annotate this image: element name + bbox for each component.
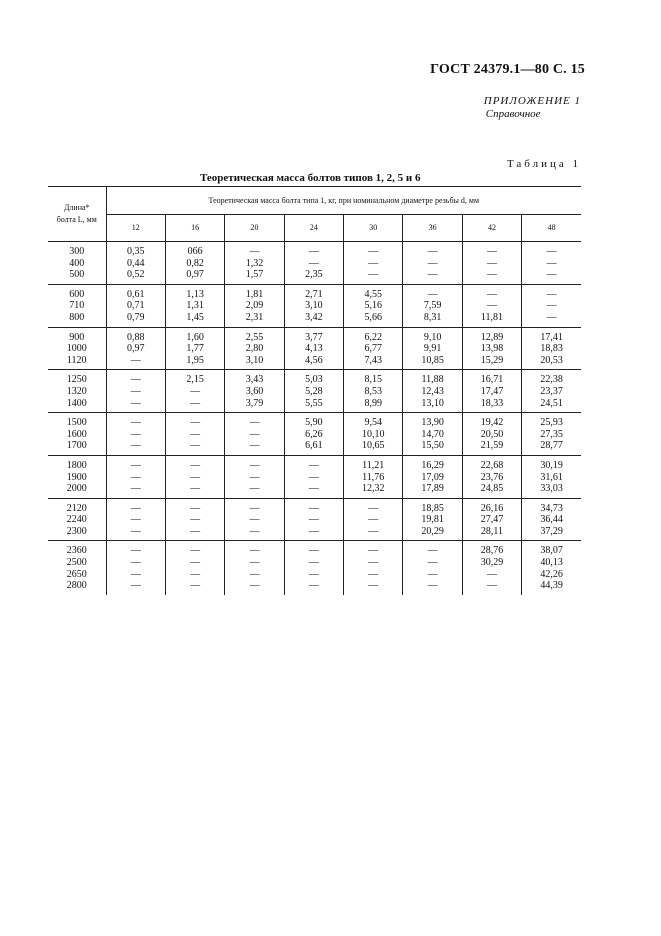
- table-row: [48, 498, 581, 514]
- mass-cell: —: [225, 429, 284, 441]
- mass-cell: 11,81: [462, 312, 521, 327]
- diameter-header-cell: 16: [165, 214, 224, 242]
- mass-cell: 26,16: [462, 498, 521, 514]
- length-cell: 1000: [48, 343, 106, 355]
- mass-cell: —: [344, 514, 403, 526]
- mass-cell: 12,43: [403, 386, 462, 398]
- length-cell: 1500: [48, 413, 106, 429]
- mass-cell: —: [225, 413, 284, 429]
- mass-cell: 28,76: [462, 541, 521, 557]
- mass-cell: 5,28: [284, 386, 343, 398]
- mass-cell: —: [106, 413, 165, 429]
- mass-cell: 9,91: [403, 343, 462, 355]
- mass-cell: 13,90: [403, 413, 462, 429]
- mass-cell: —: [106, 498, 165, 514]
- mass-cell: 11,21: [344, 455, 403, 471]
- table-row: [48, 580, 581, 595]
- mass-cell: —: [462, 242, 521, 258]
- mass-cell: 2,15: [165, 370, 224, 386]
- mass-cell: 24,51: [522, 398, 581, 413]
- diameter-header-cell: 36: [403, 214, 462, 242]
- mass-cell: —: [344, 569, 403, 581]
- mass-cell: 10,65: [344, 440, 403, 455]
- mass-cell: 1,81: [225, 284, 284, 300]
- mass-cell: 0,44: [106, 258, 165, 270]
- mass-cell: 33,03: [522, 483, 581, 498]
- mass-cell: —: [165, 455, 224, 471]
- mass-cell: 20,50: [462, 429, 521, 441]
- mass-cell: —: [225, 541, 284, 557]
- mass-cell: 18,33: [462, 398, 521, 413]
- mass-cell: —: [106, 440, 165, 455]
- mass-cell: —: [225, 472, 284, 484]
- mass-cell: —: [165, 472, 224, 484]
- mass-cell: —: [165, 398, 224, 413]
- table-row: [48, 440, 581, 455]
- length-cell: 1700: [48, 440, 106, 455]
- mass-cell: 28,77: [522, 440, 581, 455]
- mass-cell: 11,76: [344, 472, 403, 484]
- mass-cell: 12,89: [462, 327, 521, 343]
- mass-cell: —: [284, 472, 343, 484]
- mass-cell: —: [165, 386, 224, 398]
- bolt-mass-table: [48, 186, 581, 595]
- mass-cell: 4,55: [344, 284, 403, 300]
- mass-cell: 7,59: [403, 300, 462, 312]
- mass-cell: 9,10: [403, 327, 462, 343]
- mass-cell: 3,10: [284, 300, 343, 312]
- table-row: [48, 514, 581, 526]
- mass-cell: 44,39: [540, 580, 563, 592]
- table-row: [48, 284, 581, 300]
- mass-cell: 23,37: [540, 385, 563, 397]
- length-header-line2: болта L, мм: [56, 215, 97, 224]
- table-row: [48, 455, 581, 471]
- mass-cell: 3,79: [225, 398, 284, 413]
- mass-cell: 6,61: [284, 440, 343, 455]
- mass-cell: —: [165, 440, 224, 455]
- mass-cell: 7,43: [344, 355, 403, 370]
- mass-cell: 28,11: [462, 526, 521, 541]
- mass-cell: 5,03: [284, 370, 343, 386]
- mass-cell: —: [344, 498, 403, 514]
- length-header-line1: Длина*: [63, 203, 90, 212]
- mass-cell: 19,42: [462, 413, 521, 429]
- table-row: [48, 413, 581, 429]
- mass-cell: —: [225, 580, 284, 595]
- mass-cell: —: [165, 498, 224, 514]
- mass-cell: 2,71: [284, 284, 343, 300]
- mass-cell: 3,77: [284, 327, 343, 343]
- mass-cell: 6,22: [344, 327, 403, 343]
- mass-cell: —: [284, 242, 343, 258]
- mass-cell: 066: [165, 242, 224, 258]
- diameter-header-cell: 20: [225, 214, 284, 242]
- mass-cell: —: [462, 580, 521, 595]
- mass-cell: 30,29: [462, 557, 521, 569]
- mass-cell: —: [344, 526, 403, 541]
- mass-cell: —: [284, 514, 343, 526]
- mass-cell: 21,59: [462, 440, 521, 455]
- mass-cell: 36,44: [540, 514, 563, 526]
- table-row: [48, 541, 581, 557]
- mass-cell: 5,66: [344, 312, 403, 327]
- mass-cell: 1,45: [165, 312, 224, 327]
- table-row: [48, 483, 581, 498]
- mass-cell: 1,60: [165, 327, 224, 343]
- mass-cell: —: [284, 541, 343, 557]
- table-row: [48, 370, 581, 386]
- table-row: [48, 343, 581, 355]
- mass-cell: —: [106, 398, 165, 413]
- mass-cell: —: [546, 246, 557, 257]
- length-cell: 2800: [48, 580, 106, 595]
- mass-cell: 24,85: [462, 483, 521, 498]
- mass-cell: 17,89: [403, 483, 462, 498]
- length-cell: 600: [48, 284, 106, 300]
- table-row: [48, 312, 581, 327]
- length-cell: 2120: [48, 498, 106, 514]
- mass-cell: 19,81: [403, 514, 462, 526]
- mass-cell: —: [462, 569, 521, 581]
- table-row: [48, 386, 581, 398]
- mass-cell: 9,54: [344, 413, 403, 429]
- mass-cell: 16,29: [403, 455, 462, 471]
- length-cell: 2000: [48, 483, 106, 498]
- length-cell: 1120: [48, 355, 106, 370]
- mass-cell: 3,42: [284, 312, 343, 327]
- diameter-header-cell: 12: [106, 214, 165, 242]
- length-cell: 1800: [48, 455, 106, 471]
- mass-cell: —: [165, 541, 224, 557]
- mass-cell: —: [284, 483, 343, 498]
- mass-cell: —: [165, 413, 224, 429]
- mass-cell: —: [225, 557, 284, 569]
- mass-cell: —: [225, 514, 284, 526]
- mass-cell: —: [225, 242, 284, 258]
- mass-cell: 0,97: [106, 343, 165, 355]
- length-cell: 2360: [48, 541, 106, 557]
- diameter-group-header: Теоретическая масса болта типа 1, кг, при номинальном диаметре резьбы d, мм: [106, 187, 581, 215]
- mass-cell: —: [165, 580, 224, 595]
- mass-cell: —: [106, 541, 165, 557]
- mass-cell: —: [106, 580, 165, 595]
- mass-cell: —: [284, 569, 343, 581]
- mass-cell: —: [225, 498, 284, 514]
- mass-cell: —: [462, 300, 521, 312]
- table-row: [48, 300, 581, 312]
- mass-cell: 18,85: [403, 498, 462, 514]
- mass-cell: —: [344, 557, 403, 569]
- length-cell: 500: [48, 269, 106, 284]
- mass-cell: —: [403, 284, 462, 300]
- mass-cell: —: [165, 483, 224, 498]
- mass-cell: 2,55: [225, 327, 284, 343]
- mass-cell: —: [106, 472, 165, 484]
- mass-cell: —: [106, 429, 165, 441]
- mass-cell: —: [106, 355, 165, 370]
- mass-cell: —: [462, 258, 521, 270]
- mass-cell: 4,56: [284, 355, 343, 370]
- mass-cell: —: [284, 455, 343, 471]
- mass-cell: 10,85: [403, 355, 462, 370]
- mass-cell: 0,79: [106, 312, 165, 327]
- mass-cell: —: [284, 498, 343, 514]
- mass-cell: —: [284, 526, 343, 541]
- mass-cell: 3,10: [225, 355, 284, 370]
- appendix-block: [484, 95, 581, 121]
- mass-cell: 40,13: [540, 557, 563, 569]
- mass-cell: 0,71: [106, 300, 165, 312]
- mass-cell: —: [403, 242, 462, 258]
- mass-cell: 27,35: [540, 428, 563, 440]
- mass-cell: 1,31: [165, 300, 224, 312]
- mass-cell: —: [165, 429, 224, 441]
- table-row: [48, 557, 581, 569]
- mass-cell: 18,83: [540, 343, 563, 355]
- mass-cell: —: [284, 258, 343, 270]
- mass-cell: 8,53: [344, 386, 403, 398]
- mass-cell: —: [106, 557, 165, 569]
- mass-cell: 13,98: [462, 343, 521, 355]
- diameter-header-cell: 24: [284, 214, 343, 242]
- table-row: [48, 269, 581, 284]
- length-cell: 2500: [48, 557, 106, 569]
- table-row: [48, 398, 581, 413]
- length-cell: 1900: [48, 472, 106, 484]
- mass-cell: —: [106, 483, 165, 498]
- mass-cell: —: [225, 455, 284, 471]
- mass-cell: 12,32: [344, 483, 403, 498]
- mass-cell: —: [403, 258, 462, 270]
- mass-cell: 3,60: [225, 386, 284, 398]
- length-cell: 1320: [48, 386, 106, 398]
- table-row: [48, 472, 581, 484]
- mass-cell: 23,76: [462, 472, 521, 484]
- mass-cell: 17,47: [462, 386, 521, 398]
- length-cell: 300: [48, 242, 106, 258]
- mass-cell: 17,41: [540, 331, 563, 343]
- mass-cell: 15,29: [462, 355, 521, 370]
- appendix-title: ПРИЛОЖЕНИЕ 1: [483, 95, 581, 107]
- mass-cell: 17,09: [403, 472, 462, 484]
- mass-cell: —: [225, 440, 284, 455]
- mass-cell: 0,88: [106, 327, 165, 343]
- mass-cell: —: [403, 541, 462, 557]
- table-row: [48, 355, 581, 370]
- mass-cell: —: [165, 557, 224, 569]
- mass-cell: 22,38: [540, 374, 563, 386]
- mass-cell: —: [106, 526, 165, 541]
- mass-cell: —: [344, 541, 403, 557]
- table-row: [48, 429, 581, 441]
- mass-cell: —: [522, 312, 581, 327]
- mass-cell: 13,10: [403, 398, 462, 413]
- mass-cell: —: [106, 514, 165, 526]
- mass-cell: 10,10: [344, 429, 403, 441]
- mass-cell: 6,26: [284, 429, 343, 441]
- mass-cell: 42,26: [540, 568, 563, 580]
- mass-cell: 34,73: [540, 502, 563, 514]
- mass-cell: 14,70: [403, 429, 462, 441]
- length-cell: 2300: [48, 526, 106, 541]
- length-cell: 900: [48, 327, 106, 343]
- mass-cell: 2,09: [225, 300, 284, 312]
- mass-cell: —: [284, 557, 343, 569]
- mass-cell: 5,90: [284, 413, 343, 429]
- mass-cell: —: [344, 258, 403, 270]
- mass-cell: —: [546, 300, 557, 312]
- length-cell: 1250: [48, 370, 106, 386]
- diameter-header-cell: 48: [522, 214, 581, 242]
- mass-cell: 37,29: [522, 526, 581, 541]
- table-row: [48, 258, 581, 270]
- mass-cell: 6,77: [344, 343, 403, 355]
- mass-cell: 16,71: [462, 370, 521, 386]
- table-row: [48, 526, 581, 541]
- mass-cell: 8,15: [344, 370, 403, 386]
- mass-cell: 27,47: [462, 514, 521, 526]
- mass-cell: —: [106, 455, 165, 471]
- mass-cell: 2,31: [225, 312, 284, 327]
- mass-cell: —: [546, 288, 557, 300]
- table-row: [48, 327, 581, 343]
- mass-cell: —: [225, 483, 284, 498]
- mass-cell: 11,88: [403, 370, 462, 386]
- mass-cell: 4,13: [284, 343, 343, 355]
- table-title: Теоретическая масса болтов типов 1, 2, 5 и 6: [200, 172, 421, 184]
- mass-cell: 30,19: [540, 459, 563, 471]
- mass-cell: —: [462, 284, 521, 300]
- mass-cell: —: [165, 526, 224, 541]
- mass-cell: —: [106, 370, 165, 386]
- mass-cell: 22,68: [462, 455, 521, 471]
- mass-cell: 5,16: [344, 300, 403, 312]
- diameter-header-cell: 30: [344, 214, 403, 242]
- mass-cell: —: [546, 257, 557, 269]
- mass-cell: 31,61: [540, 471, 563, 483]
- diameter-header-cell: 42: [462, 214, 521, 242]
- mass-cell: —: [106, 569, 165, 581]
- mass-cell: —: [403, 269, 462, 284]
- mass-cell: —: [165, 569, 224, 581]
- mass-cell: 1,77: [165, 343, 224, 355]
- mass-cell: 20,53: [522, 355, 581, 370]
- mass-cell: 5,55: [284, 398, 343, 413]
- mass-cell: 38,07: [540, 545, 563, 557]
- mass-cell: —: [403, 557, 462, 569]
- length-cell: 2240: [48, 514, 106, 526]
- mass-cell: 3,43: [225, 370, 284, 386]
- mass-cell: —: [344, 580, 403, 595]
- length-cell: 400: [48, 258, 106, 270]
- mass-cell: —: [344, 269, 403, 284]
- appendix-subtitle: Справочное: [485, 108, 541, 120]
- table-row: [48, 569, 581, 581]
- mass-cell: —: [225, 526, 284, 541]
- mass-cell: —: [284, 580, 343, 595]
- length-cell: 800: [48, 312, 106, 327]
- mass-cell: 1,95: [165, 355, 224, 370]
- document-standard-header: ГОСТ 24379.1—80 С. 15: [430, 62, 585, 77]
- mass-cell: 0,82: [165, 258, 224, 270]
- mass-cell: 25,93: [540, 417, 563, 429]
- table-number-label: Таблица 1: [506, 158, 581, 170]
- mass-cell: —: [403, 580, 462, 595]
- length-column-header: [48, 187, 106, 242]
- length-cell: 1400: [48, 398, 106, 413]
- mass-cell: 0,35: [106, 242, 165, 258]
- table-row: [48, 242, 581, 258]
- mass-cell: 0,52: [106, 269, 165, 284]
- length-cell: 1600: [48, 429, 106, 441]
- mass-cell: —: [225, 569, 284, 581]
- mass-cell: —: [462, 269, 521, 284]
- mass-cell: —: [344, 242, 403, 258]
- mass-cell: 20,29: [403, 526, 462, 541]
- mass-cell: 1,13: [165, 284, 224, 300]
- mass-cell: 8,31: [403, 312, 462, 327]
- length-cell: 710: [48, 300, 106, 312]
- mass-cell: 8,99: [344, 398, 403, 413]
- mass-cell: —: [106, 386, 165, 398]
- mass-cell: 2,80: [225, 343, 284, 355]
- mass-cell: 1,32: [225, 258, 284, 270]
- mass-cell: 0,97: [165, 269, 224, 284]
- mass-cell: 2,35: [284, 269, 343, 284]
- mass-cell: 1,57: [225, 269, 284, 284]
- mass-cell: —: [403, 569, 462, 581]
- mass-cell: —: [522, 269, 581, 284]
- mass-cell: 15,50: [403, 440, 462, 455]
- mass-cell: —: [165, 514, 224, 526]
- mass-cell: 0,61: [106, 284, 165, 300]
- length-cell: 2650: [48, 569, 106, 581]
